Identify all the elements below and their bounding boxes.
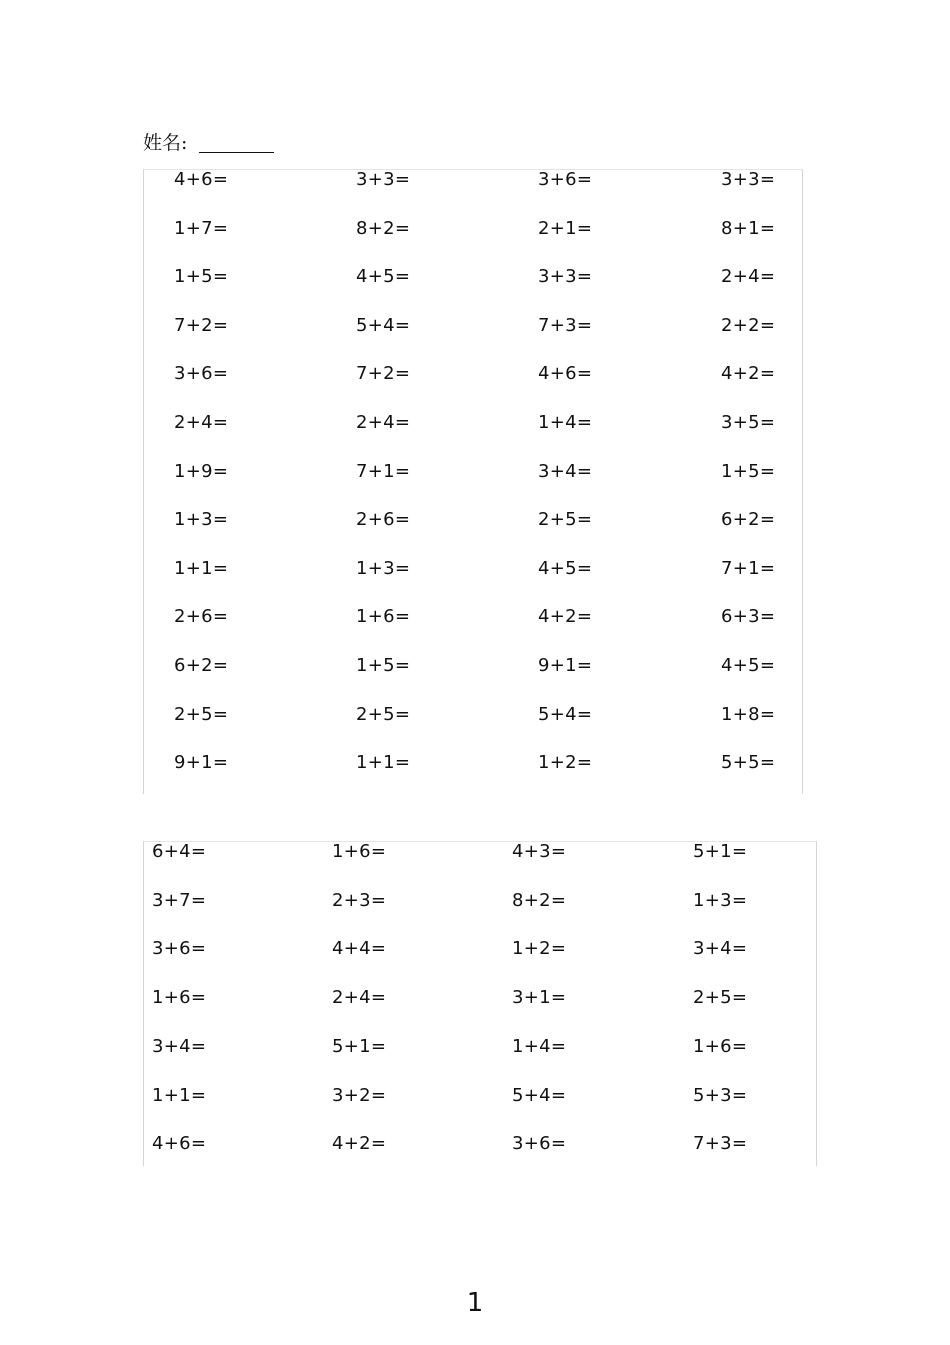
name-field [143, 127, 274, 155]
problem-cell: 2+4= [356, 412, 411, 433]
problem-cell: 4+2= [538, 606, 593, 628]
page-number: 1 [466, 1288, 484, 1318]
problem-cell: 2+2= [721, 314, 776, 336]
problem-cell: 1+4= [538, 412, 593, 433]
problem-cell: 5+4= [512, 1084, 567, 1106]
problem-row [144, 460, 802, 490]
problem-row [144, 937, 816, 967]
problem-cell: 3+3= [356, 169, 411, 190]
problem-cell: 2+4= [332, 987, 387, 1009]
problem-cell: 3+5= [721, 412, 776, 433]
problem-cell: 3+1= [512, 987, 567, 1009]
problem-cell: 1+7= [174, 217, 229, 239]
problem-cell: 8+2= [512, 889, 567, 911]
problem-row [144, 557, 802, 587]
problem-cell: 3+4= [538, 460, 593, 482]
problem-cell: 3+4= [152, 1035, 207, 1057]
problem-cell: 1+1= [356, 752, 411, 774]
problem-row [144, 654, 802, 684]
problem-cell: 2+3= [332, 889, 387, 911]
problem-cell: 1+4= [512, 1035, 567, 1057]
problem-cell: 3+2= [332, 1084, 387, 1106]
problem-cell: 1+5= [356, 655, 411, 676]
problem-row [144, 508, 802, 538]
problem-row [144, 986, 816, 1016]
problem-cell: 2+4= [174, 412, 229, 433]
problem-cell: 4+5= [538, 557, 593, 579]
problem-row [144, 840, 816, 870]
problem-table-2 [143, 841, 817, 1166]
problem-cell: 4+4= [332, 938, 387, 960]
problem-cell: 4+6= [538, 363, 593, 385]
problem-cell: 1+1= [152, 1084, 207, 1106]
problem-row [144, 1084, 816, 1114]
problem-cell: 3+6= [512, 1133, 567, 1155]
problem-row [144, 605, 802, 635]
problem-cell: 4+2= [332, 1133, 387, 1155]
problem-cell: 2+1= [538, 217, 593, 239]
problem-cell: 4+6= [174, 169, 229, 190]
problem-cell: 2+5= [538, 509, 593, 531]
problem-cell: 1+5= [174, 266, 229, 288]
problem-cell: 3+3= [721, 169, 776, 190]
problem-row [144, 168, 802, 198]
problem-cell: 3+6= [174, 363, 229, 385]
problem-cell: 1+6= [356, 606, 411, 628]
problem-row [144, 703, 802, 733]
problem-cell: 4+3= [512, 841, 567, 862]
problem-cell: 3+3= [538, 266, 593, 288]
problem-cell: 2+5= [356, 703, 411, 725]
problem-cell: 3+6= [538, 169, 593, 190]
problem-cell: 5+1= [693, 841, 748, 862]
problem-cell: 2+6= [356, 509, 411, 531]
problem-cell: 3+6= [152, 938, 207, 960]
problem-cell: 7+2= [174, 314, 229, 336]
problem-cell: 7+3= [693, 1133, 748, 1155]
problem-row [144, 751, 802, 781]
problem-cell: 4+5= [356, 266, 411, 288]
problem-cell: 1+1= [174, 557, 229, 579]
name-blank-line[interactable] [199, 132, 274, 153]
problem-cell: 1+3= [356, 557, 411, 579]
problem-cell: 5+5= [721, 752, 776, 774]
problem-cell: 4+2= [721, 363, 776, 385]
problem-cell: 6+4= [152, 841, 207, 862]
problem-cell: 8+2= [356, 217, 411, 239]
problem-row [144, 217, 802, 247]
problem-cell: 5+4= [356, 314, 411, 336]
problem-cell: 9+1= [174, 752, 229, 774]
problem-cell: 7+1= [356, 460, 411, 482]
name-label: 姓名: [143, 132, 188, 154]
problem-cell: 1+6= [332, 841, 387, 862]
problem-cell: 6+3= [721, 606, 776, 628]
problem-cell: 3+4= [693, 938, 748, 960]
problem-row [144, 411, 802, 441]
problem-cell: 1+5= [721, 460, 776, 482]
problem-cell: 4+6= [152, 1133, 207, 1155]
problem-cell: 5+4= [538, 703, 593, 725]
problem-row [144, 314, 802, 344]
problem-cell: 6+2= [174, 655, 229, 676]
problem-cell: 2+4= [721, 266, 776, 288]
problem-cell: 8+1= [721, 217, 776, 239]
problem-cell: 1+8= [721, 703, 776, 725]
problem-cell: 7+1= [721, 557, 776, 579]
problem-row [144, 265, 802, 295]
problem-cell: 1+2= [512, 938, 567, 960]
problem-cell: 5+1= [332, 1035, 387, 1057]
problem-cell: 7+2= [356, 363, 411, 385]
problem-row [144, 889, 816, 919]
problem-row [144, 362, 802, 392]
problem-cell: 5+3= [693, 1084, 748, 1106]
problem-row [144, 1132, 816, 1162]
problem-cell: 1+9= [174, 460, 229, 482]
problem-cell: 1+6= [152, 987, 207, 1009]
problem-row [144, 1035, 816, 1065]
problem-cell: 9+1= [538, 655, 593, 676]
problem-cell: 3+7= [152, 889, 207, 911]
problem-cell: 1+3= [693, 889, 748, 911]
problem-cell: 7+3= [538, 314, 593, 336]
problem-cell: 4+5= [721, 655, 776, 676]
problem-table-1 [143, 169, 803, 794]
problem-cell: 1+2= [538, 752, 593, 774]
problem-cell: 2+5= [693, 987, 748, 1009]
problem-cell: 6+2= [721, 509, 776, 531]
problem-cell: 1+6= [693, 1035, 748, 1057]
problem-cell: 2+6= [174, 606, 229, 628]
problem-cell: 1+3= [174, 509, 229, 531]
problem-cell: 2+5= [174, 703, 229, 725]
